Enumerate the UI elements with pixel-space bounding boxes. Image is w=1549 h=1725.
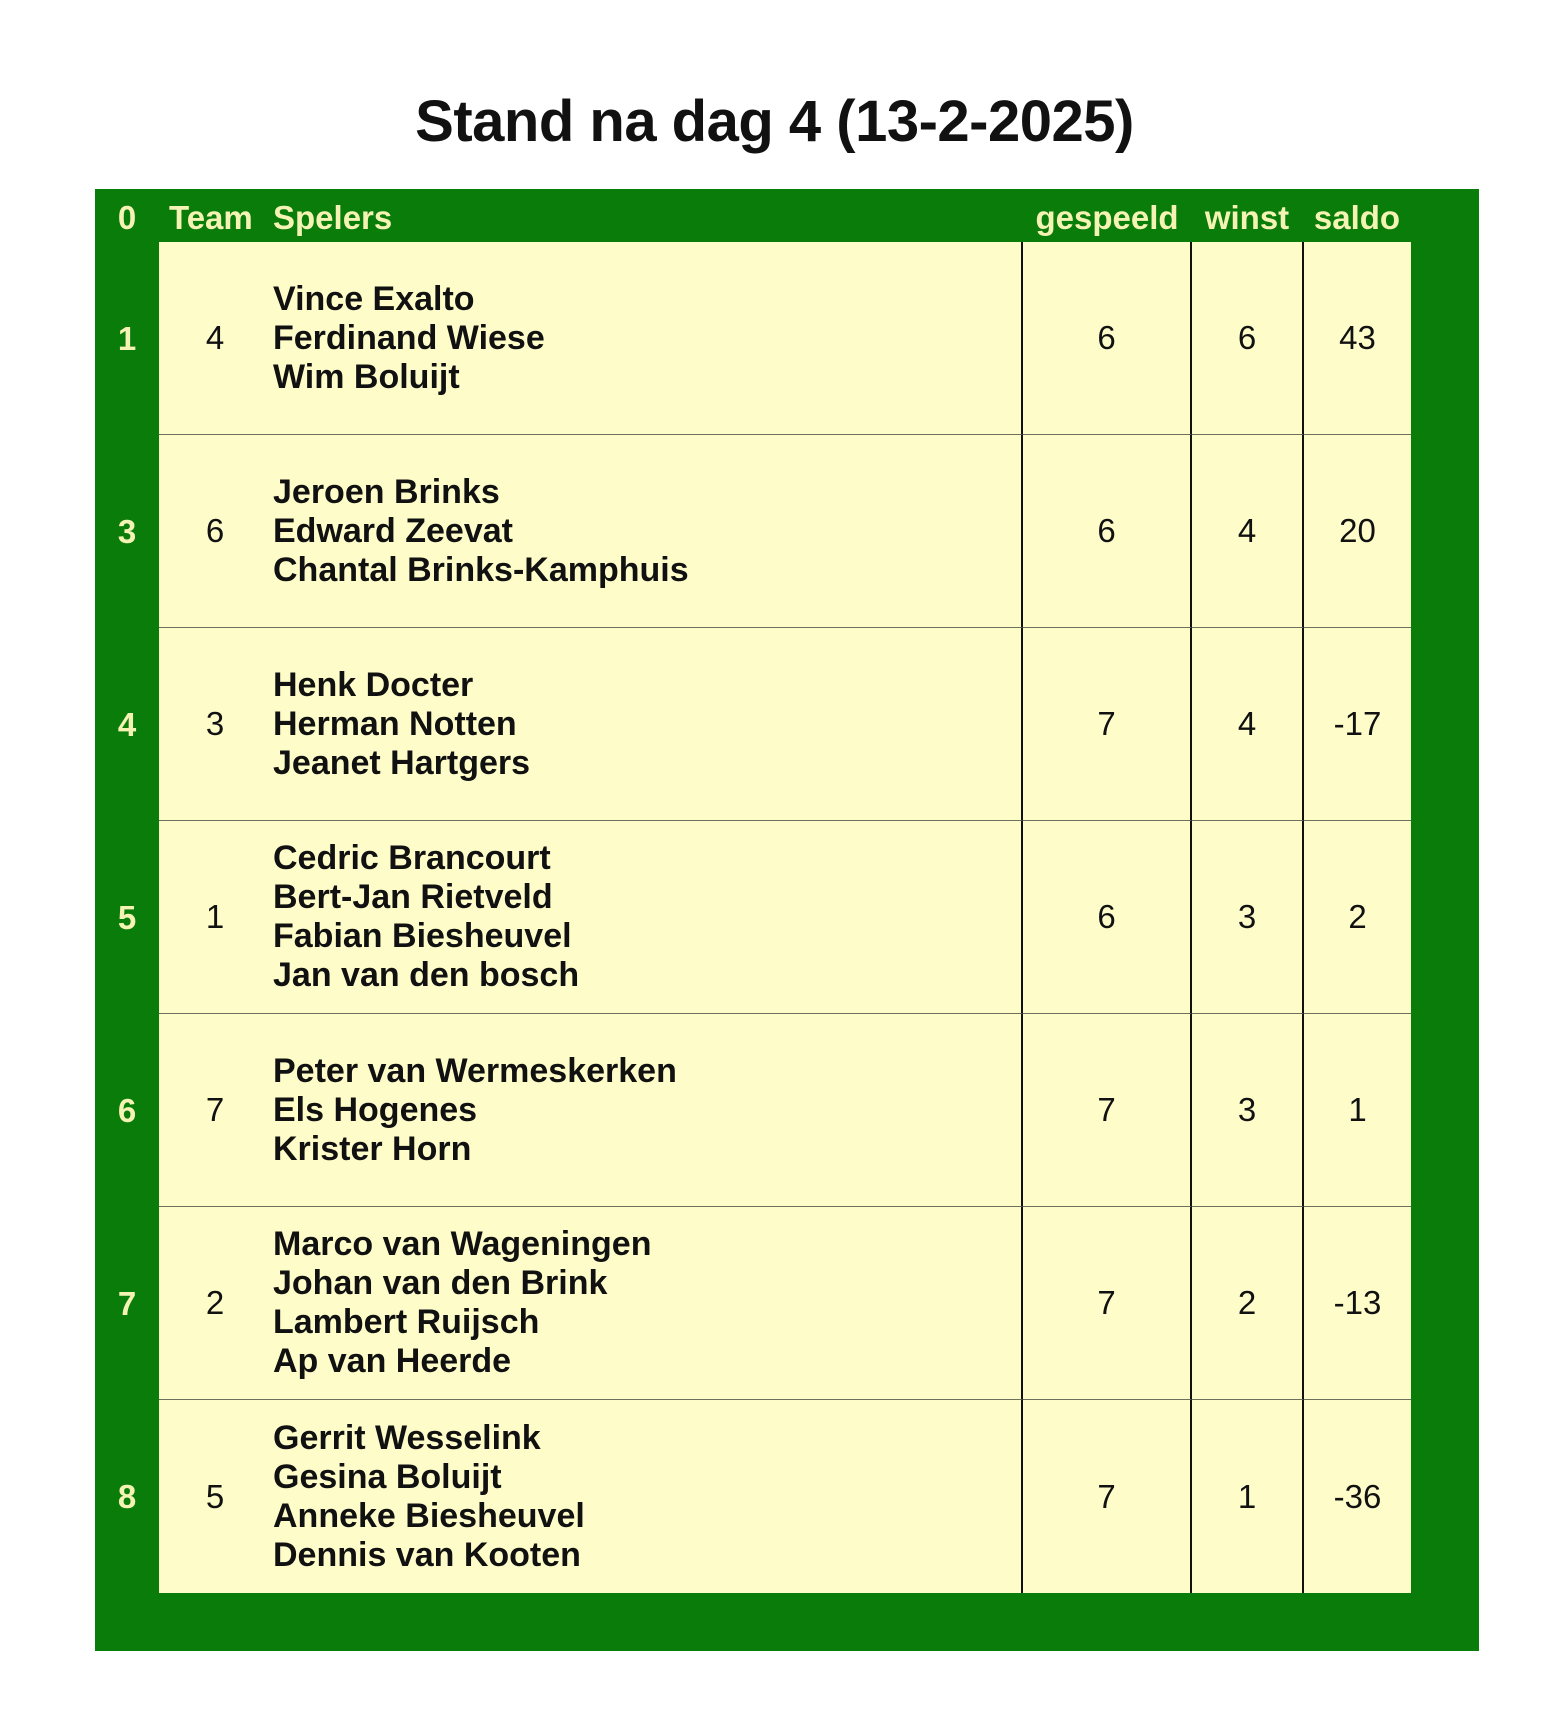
team-number: 4 bbox=[205, 319, 225, 356]
player-name: Johan van den Brink bbox=[273, 1264, 608, 1302]
team-cell bbox=[159, 242, 1023, 435]
team-cell bbox=[159, 435, 1023, 628]
team-number: 6 bbox=[205, 512, 225, 549]
player-name: Edward Zeevat bbox=[273, 511, 513, 550]
team-number: 3 bbox=[205, 705, 225, 742]
winst-cell: 3 bbox=[1192, 821, 1304, 1014]
table-row bbox=[95, 242, 1479, 435]
rank-cell: 3 bbox=[117, 512, 137, 550]
player-name: Chantal Brinks-Kamphuis bbox=[273, 550, 689, 589]
rank-cell: 7 bbox=[117, 1284, 137, 1322]
gespeeld-cell: 7 bbox=[1023, 628, 1192, 821]
player-name: Krister Horn bbox=[273, 1129, 472, 1168]
standings-table bbox=[95, 189, 1479, 1651]
table-row bbox=[95, 1400, 1479, 1593]
team-number: 5 bbox=[205, 1477, 225, 1515]
winst-cell: 3 bbox=[1192, 1014, 1304, 1207]
player-name: Marco van Wageningen bbox=[273, 1225, 652, 1263]
header-rank: 0 bbox=[117, 199, 137, 236]
saldo-cell: 1 bbox=[1304, 1014, 1411, 1207]
players-list bbox=[273, 473, 689, 590]
header-winst: winst bbox=[1204, 199, 1290, 236]
winst-cell: 4 bbox=[1192, 628, 1304, 821]
team-cell bbox=[159, 1207, 1023, 1400]
header-team: Team bbox=[169, 199, 253, 236]
team-cell bbox=[159, 821, 1023, 1014]
winst-cell: 1 bbox=[1192, 1400, 1304, 1593]
player-name: Jan van den bosch bbox=[273, 956, 580, 994]
rank-cell: 4 bbox=[117, 705, 137, 743]
players-list bbox=[273, 1419, 585, 1575]
player-name: Wim Boluijt bbox=[273, 357, 460, 396]
gespeeld-cell: 6 bbox=[1023, 435, 1192, 628]
winst-cell: 6 bbox=[1192, 242, 1304, 435]
gespeeld-cell: 7 bbox=[1023, 1207, 1192, 1400]
gespeeld-cell: 7 bbox=[1023, 1014, 1192, 1207]
table-row bbox=[95, 821, 1479, 1014]
player-name: Ap van Heerde bbox=[273, 1342, 512, 1380]
saldo-cell: 43 bbox=[1304, 242, 1411, 435]
player-name: Fabian Biesheuvel bbox=[273, 917, 572, 955]
page-title: Stand na dag 4 (13-2-2025) bbox=[415, 89, 1134, 154]
gespeeld-cell: 6 bbox=[1023, 821, 1192, 1014]
winst-cell: 2 bbox=[1192, 1207, 1304, 1400]
player-name: Bert-Jan Rietveld bbox=[273, 878, 553, 916]
players-list bbox=[273, 1052, 677, 1169]
player-name: Jeanet Hartgers bbox=[273, 743, 531, 782]
rank-cell: 1 bbox=[117, 319, 137, 357]
team-cell bbox=[159, 1014, 1023, 1207]
saldo-cell: -36 bbox=[1304, 1400, 1411, 1593]
players-list bbox=[273, 666, 530, 783]
player-name: Cedric Brancourt bbox=[273, 839, 551, 877]
team-cell bbox=[159, 628, 1023, 821]
header-spelers: Spelers bbox=[273, 199, 393, 236]
header-saldo: saldo bbox=[1313, 199, 1401, 236]
gespeeld-cell: 7 bbox=[1023, 1400, 1192, 1593]
saldo-cell: 2 bbox=[1304, 821, 1411, 1014]
rank-cell: 8 bbox=[117, 1477, 137, 1515]
player-name: Lambert Ruijsch bbox=[273, 1303, 540, 1341]
saldo-cell: 20 bbox=[1304, 435, 1411, 628]
saldo-cell: -13 bbox=[1304, 1207, 1411, 1400]
rank-cell: 6 bbox=[117, 1091, 137, 1129]
team-number: 1 bbox=[205, 898, 225, 935]
table-row bbox=[95, 628, 1479, 821]
players-list bbox=[273, 1225, 651, 1381]
players-list bbox=[273, 839, 579, 995]
team-number: 7 bbox=[205, 1091, 225, 1128]
winst-cell: 4 bbox=[1192, 435, 1304, 628]
player-name: Dennis van Kooten bbox=[273, 1535, 581, 1574]
player-name: Vince Exalto bbox=[273, 279, 475, 318]
player-name: Peter van Wermeskerken bbox=[273, 1051, 677, 1090]
player-name: Ferdinand Wiese bbox=[273, 318, 545, 357]
table-row bbox=[95, 1014, 1479, 1207]
player-name: Henk Docter bbox=[273, 665, 474, 704]
header-gespeeld: gespeeld bbox=[1035, 199, 1179, 236]
player-name: Els Hogenes bbox=[273, 1090, 478, 1129]
saldo-cell: -17 bbox=[1304, 628, 1411, 821]
gespeeld-cell: 6 bbox=[1023, 242, 1192, 435]
standings-rows bbox=[95, 242, 1479, 1593]
player-name: Gerrit Wesselink bbox=[273, 1418, 541, 1457]
rank-cell: 5 bbox=[117, 898, 137, 936]
team-number: 2 bbox=[205, 1284, 225, 1321]
player-name: Gesina Boluijt bbox=[273, 1457, 502, 1496]
players-list bbox=[273, 280, 545, 397]
table-row bbox=[95, 1207, 1479, 1400]
player-name: Jeroen Brinks bbox=[273, 472, 500, 511]
team-cell bbox=[159, 1400, 1023, 1593]
table-row bbox=[95, 435, 1479, 628]
player-name: Anneke Biesheuvel bbox=[273, 1496, 585, 1535]
player-name: Herman Notten bbox=[273, 704, 517, 743]
